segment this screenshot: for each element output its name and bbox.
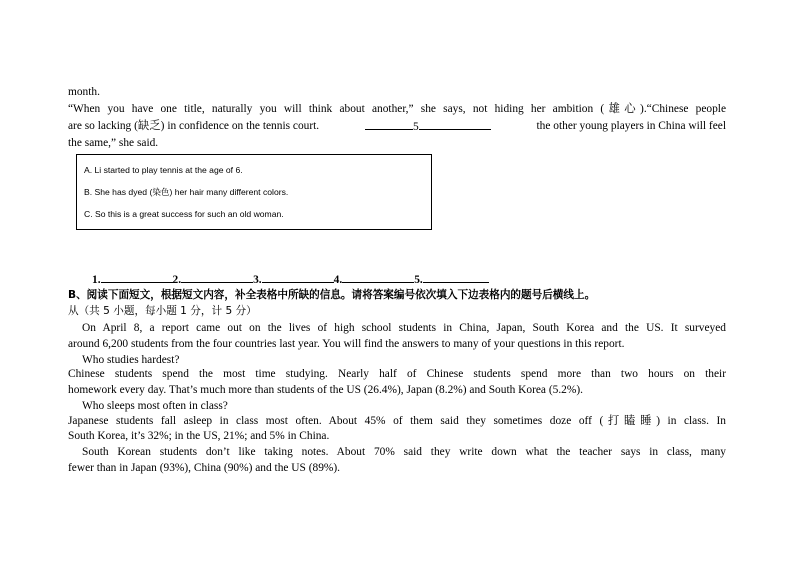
paragraph-line: Japanese students fall asleep in class most often. About 45% of them said they sometimes doze off (打瞌睡) in class. In [68, 415, 726, 427]
blank-label: 3. [253, 274, 262, 286]
answer-blank-2[interactable] [181, 271, 253, 283]
paragraph-line: South Korea, it’s 32%; in the US, 21%; and 5% in China. [68, 430, 330, 442]
section-b-score-note: 从（共 5 小题，每小题 1 分，计 5 分） [68, 305, 257, 317]
passage-line: “When you have one title, naturally you will think about another,” she says, not hiding her ambition (雄心).“Chinese people [68, 103, 726, 115]
options-box [76, 154, 432, 230]
answer-blanks [92, 271, 489, 288]
blank-number: 5 [412, 121, 419, 133]
paragraph-line: around 6,200 students from the four countries last year. You will find the answers to many of your questions in this report. [68, 338, 625, 350]
paragraph-line: On April 8, a report came out on the lives of high school students in China, Japan, South Korea and the US. It surveyed [82, 322, 726, 334]
passage-text: the other young players in China will feel [536, 120, 726, 132]
blank-label: 4. [333, 274, 343, 286]
blank-underline [419, 118, 491, 130]
passage-line-with-blank [68, 118, 726, 135]
answer-blank-4[interactable] [342, 271, 414, 283]
question-heading: Who sleeps most often in class? [82, 400, 228, 412]
answer-blank-3[interactable] [262, 271, 334, 283]
blank-5-inline [365, 118, 491, 135]
passage-text: are so lacking (缺乏) in confidence on the tennis court. [68, 120, 320, 132]
paragraph-line: homework every day. That’s much more than students of the US (26.4%), Japan (8.2%) and South Korea (5.2%). [68, 384, 583, 396]
paragraph-line: South Korean students don’t like taking notes. About 70% said they write down what the teacher says in class, many [82, 446, 726, 458]
option-b: B. She has dyed (染色) her hair many different colors. [84, 187, 289, 197]
answer-blank-1[interactable] [101, 271, 173, 283]
blank-label: 2. [172, 274, 182, 286]
passage-line: month. [68, 86, 100, 98]
blank-underline [365, 118, 413, 130]
option-c: C. So this is a great success for such an old woman. [84, 209, 284, 219]
option-a: A. Li started to play tennis at the age of 6. [84, 165, 243, 175]
question-heading: Who studies hardest? [82, 354, 180, 366]
section-b-instruction: B、阅读下面短文，根据短文内容，补全表格中所缺的信息。请将答案编号依次填入下边表格内的题号后横线上。 [68, 289, 596, 301]
paragraph-line: Chinese students spend the most time studying. Nearly half of Chinese students spend more than two hours on their [68, 368, 726, 380]
blank-label: 1. [92, 274, 101, 286]
blank-label: 5. [414, 274, 423, 286]
answer-blank-5[interactable] [423, 271, 489, 283]
passage-line: the same,” she said. [68, 137, 159, 149]
paragraph-line: fewer than in Japan (93%), China (90%) and the US (89%). [68, 462, 341, 474]
